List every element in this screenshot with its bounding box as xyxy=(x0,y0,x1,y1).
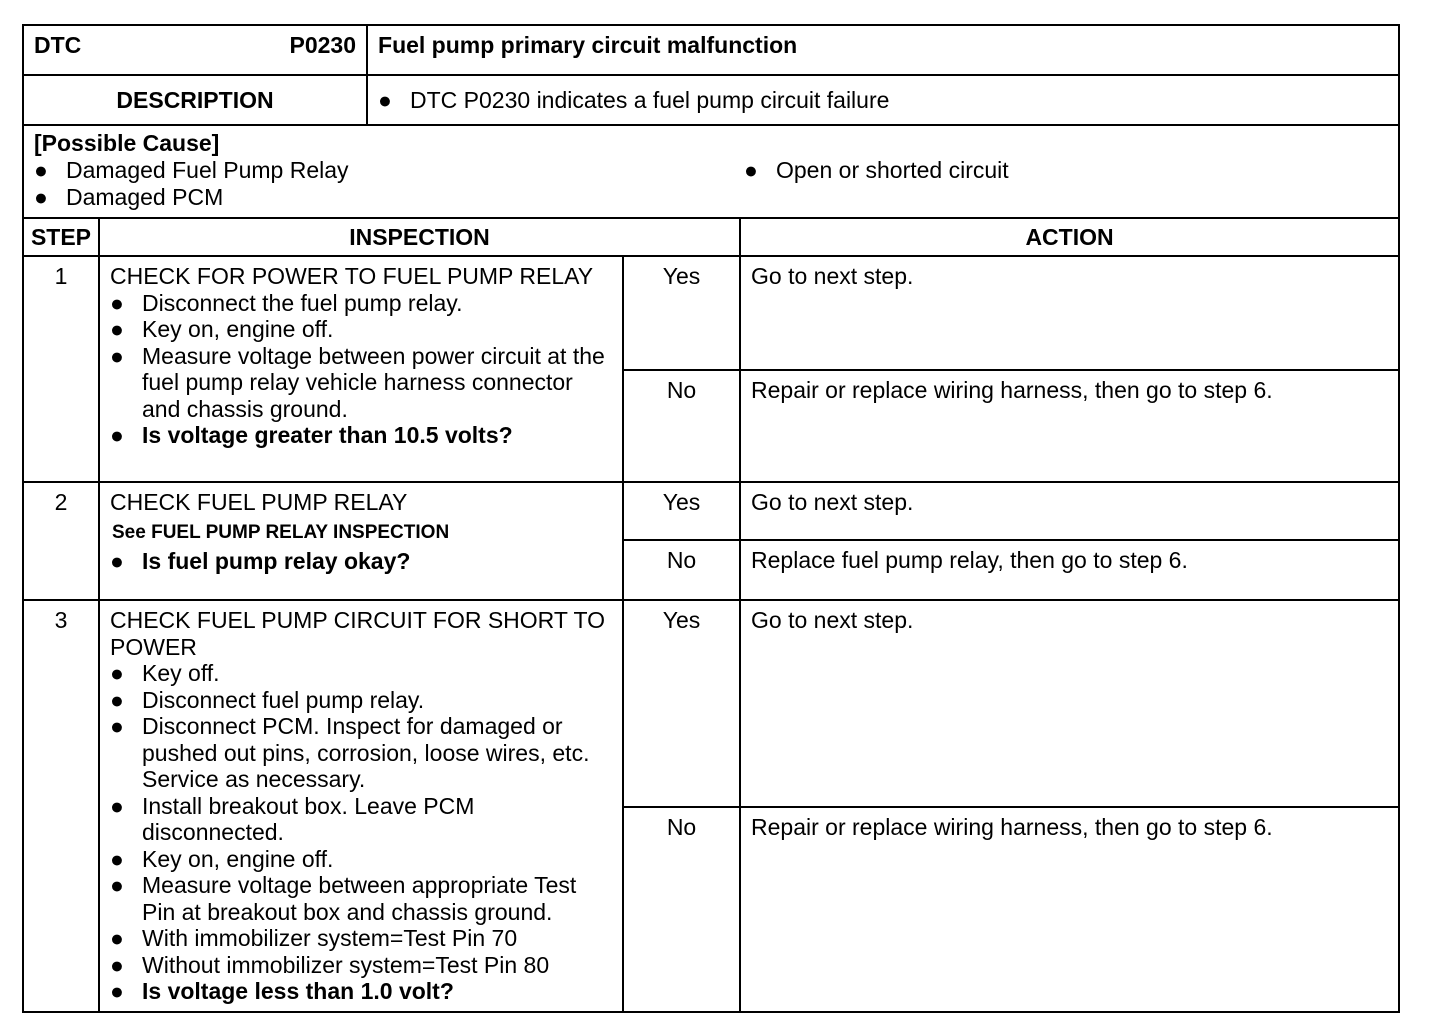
step-2-yes-row xyxy=(23,482,1399,540)
question-text: Is voltage greater than 10.5 volts? xyxy=(142,422,513,448)
inspection-item xyxy=(110,290,612,317)
column-inspection: INSPECTION xyxy=(99,218,740,256)
inspection-item xyxy=(110,925,612,952)
step-3-inspection xyxy=(99,600,623,1012)
step-number: 1 xyxy=(23,256,99,482)
bullet-icon: ● xyxy=(378,86,392,113)
column-header-row xyxy=(23,218,1399,256)
inspection-text: Key on, engine off. xyxy=(142,316,334,342)
inspection-text: Measure voltage between appropriate Test Pin at breakout box and chassis ground. xyxy=(142,872,577,925)
bullet-icon: ● xyxy=(110,342,124,369)
inspection-item xyxy=(110,316,612,343)
no-label: No xyxy=(623,540,740,600)
inspection-text: Without immobilizer system=Test Pin 80 xyxy=(142,951,550,978)
inspection-text: Key on, engine off. xyxy=(142,845,334,872)
inspection-item xyxy=(110,687,612,714)
inspection-text: Disconnect PCM. Inspect for damaged or pushed out pins, corrosion, loose wires, etc. Service as necessary. xyxy=(142,713,590,792)
bullet-icon: ● xyxy=(34,184,48,210)
dtc-code: P0230 xyxy=(289,32,357,58)
inspection-question xyxy=(110,422,612,449)
header-row xyxy=(23,25,1399,75)
bullet-icon: ● xyxy=(110,289,124,316)
description-label: DESCRIPTION xyxy=(23,75,367,125)
step-1-yes-row xyxy=(23,256,1399,370)
inspection-item xyxy=(110,793,612,846)
inspection-question xyxy=(110,978,612,1005)
possible-cause-text: Damaged Fuel Pump Relay xyxy=(66,157,349,183)
inspection-item xyxy=(110,713,612,793)
inspection-item xyxy=(110,952,612,979)
yes-action: Go to next step. xyxy=(740,256,1399,370)
bullet-icon: ● xyxy=(110,792,124,819)
no-action: Replace fuel pump relay, then go to step 6. xyxy=(740,540,1399,600)
bullet-icon: ● xyxy=(110,845,124,872)
step-2-inspection xyxy=(99,482,623,600)
dtc-code-cell xyxy=(23,25,367,75)
possible-cause-cell xyxy=(23,125,1399,218)
inspection-item xyxy=(110,872,612,925)
bullet-icon: ● xyxy=(110,316,124,342)
inspection-item xyxy=(110,846,612,873)
step-title: CHECK FOR POWER TO FUEL PUMP RELAY xyxy=(110,263,594,289)
inspection-question xyxy=(110,548,612,575)
inspection-text: Measure voltage between power circuit at the fuel pump relay vehicle harness connector and chassis ground. xyxy=(142,342,605,422)
possible-cause-item xyxy=(34,157,744,184)
bullet-icon: ● xyxy=(110,978,124,1004)
no-label: No xyxy=(623,807,740,1012)
question-text: Is voltage less than 1.0 volt? xyxy=(142,978,454,1004)
yes-label: Yes xyxy=(623,256,740,370)
dtc-table xyxy=(22,24,1400,1013)
bullet-icon: ● xyxy=(110,660,124,686)
bullet-icon: ● xyxy=(110,422,124,448)
question-text: Is fuel pump relay okay? xyxy=(142,548,411,574)
step-3-yes-row xyxy=(23,600,1399,807)
bullet-icon: ● xyxy=(110,686,124,713)
inspection-text: Disconnect the fuel pump relay. xyxy=(142,289,463,316)
inspection-item xyxy=(110,660,612,687)
column-action: ACTION xyxy=(740,218,1399,256)
step-number: 3 xyxy=(23,600,99,1012)
bullet-icon: ● xyxy=(110,951,124,978)
column-step: STEP xyxy=(23,218,99,256)
bullet-icon: ● xyxy=(110,548,124,574)
inspection-text: With immobilizer system=Test Pin 70 xyxy=(142,925,518,951)
see-reference: See FUEL PUMP RELAY INSPECTION xyxy=(112,521,450,543)
possible-cause-item xyxy=(34,184,744,211)
inspection-item xyxy=(110,343,612,423)
no-action: Repair or replace wiring harness, then go to step 6. xyxy=(740,370,1399,482)
bullet-icon: ● xyxy=(110,872,124,898)
inspection-text: Key off. xyxy=(142,660,220,686)
possible-cause-right-list xyxy=(744,157,1388,211)
no-label: No xyxy=(623,370,740,482)
yes-label: Yes xyxy=(623,482,740,540)
description-cell xyxy=(367,75,1399,125)
possible-cause-text: Open or shorted circuit xyxy=(776,157,1009,183)
description-row xyxy=(23,75,1399,125)
yes-action: Go to next step. xyxy=(740,600,1399,807)
step-number: 2 xyxy=(23,482,99,600)
dtc-label: DTC xyxy=(34,32,82,58)
no-action: Repair or replace wiring harness, then go to step 6. xyxy=(740,807,1399,1012)
possible-cause-item xyxy=(744,157,1388,184)
yes-label: Yes xyxy=(623,600,740,807)
step-title: CHECK FUEL PUMP CIRCUIT FOR SHORT TO POWER xyxy=(110,607,606,660)
possible-cause-row xyxy=(23,125,1399,218)
inspection-text: Install breakout box. Leave PCM disconnected. xyxy=(142,792,475,845)
dtc-title: Fuel pump primary circuit malfunction xyxy=(367,25,1399,75)
possible-cause-title: [Possible Cause] xyxy=(34,130,220,156)
yes-action: Go to next step. xyxy=(740,482,1399,540)
possible-cause-text: Damaged PCM xyxy=(66,184,224,210)
bullet-icon: ● xyxy=(34,157,48,183)
step-1-inspection xyxy=(99,256,623,482)
bullet-icon: ● xyxy=(744,157,758,183)
inspection-text: Disconnect fuel pump relay. xyxy=(142,686,425,713)
description-text: DTC P0230 indicates a fuel pump circuit failure xyxy=(410,86,890,113)
step-title: CHECK FUEL PUMP RELAY xyxy=(110,489,408,515)
bullet-icon: ● xyxy=(110,925,124,951)
bullet-icon: ● xyxy=(110,713,124,739)
possible-cause-left-list xyxy=(34,157,744,211)
